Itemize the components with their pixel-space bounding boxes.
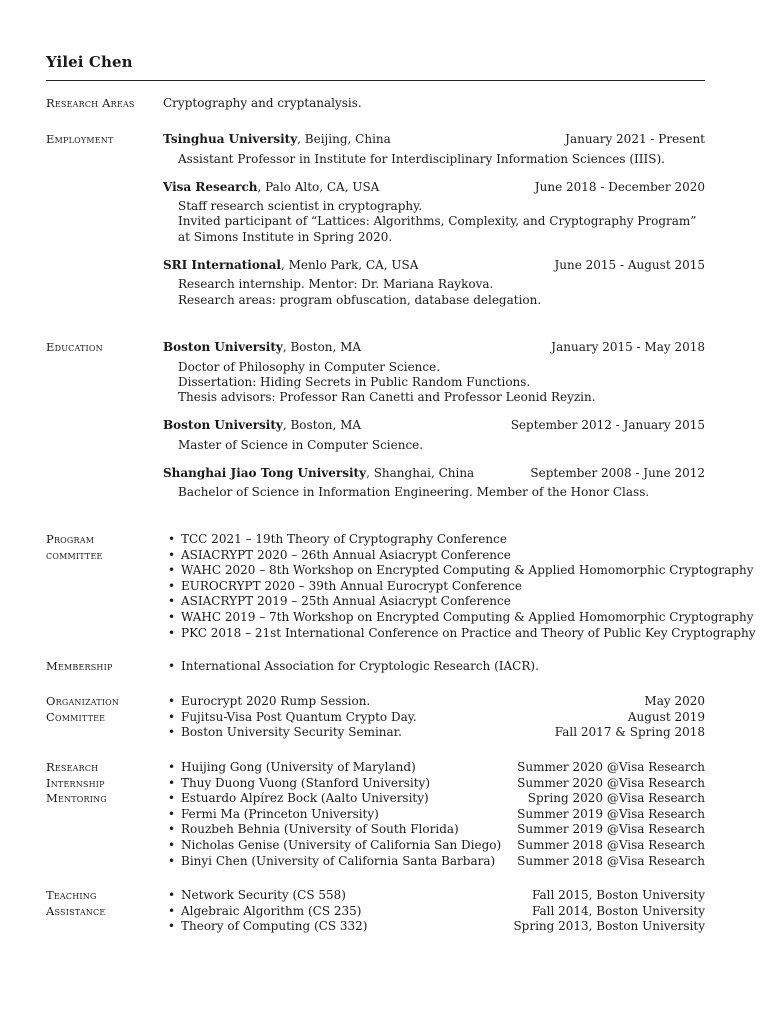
item-date: Summer 2018 @Visa Research [517,837,705,852]
entry-line: Bachelor of Science in Information Engineering. Member of the Honor Class. [178,485,650,500]
entry-org: Boston University [163,418,283,433]
entry-date: January 2015 - May 2018 [551,340,705,354]
list-item [163,725,705,741]
education-entry [163,340,705,405]
teaching-list [163,888,705,935]
entry-line: Invited participant of “Lattices: Algorithms, Complexity, and Cryptography Program” at Simons Institute in Spring 2020. [178,214,697,244]
list-item [163,919,705,935]
item-text: Fermi Ma (Princeton University) [181,806,379,821]
entry-location: , Palo Alto, CA, USA [257,179,380,194]
list-item: • EUROCRYPT 2020 – 39th Annual Eurocrypt Conference [163,579,705,595]
entry-line: Research areas: program obfuscation, database delegation. [178,292,542,307]
entry-org: Visa Research [163,179,258,194]
section-title-line: Internship [46,775,105,790]
section-title [46,532,158,563]
section-title-line: Organization [46,694,120,708]
section-title: Membership [46,659,113,673]
cv-page [46,0,756,1024]
employment-entry [163,258,705,308]
item-date: Fall 2017 & Spring 2018 [554,725,705,740]
list-item [163,760,705,776]
item-text: Fujitsu-Visa Post Quantum Crypto Day. [181,709,417,724]
section-title-line: Teaching [46,888,97,902]
item-date: Summer 2018 @Visa Research [517,853,705,868]
section-title: Employment [46,132,114,146]
entry-location: , Boston, MA [282,418,362,433]
item-text: Theory of Computing (CS 332) [181,919,368,934]
research-text: Cryptography and cryptanalysis. [163,96,362,110]
entry-org: Shanghai Jiao Tong University [163,465,367,480]
item-text: Boston University Security Seminar. [181,725,402,740]
entry-org: SRI International [163,257,281,272]
item-text: Algebraic Algorithm (CS 235) [181,903,362,918]
list-item [163,776,705,792]
item-date: August 2019 [627,709,705,724]
item-date: Summer 2020 @Visa Research [517,760,705,774]
entry-line: Dissertation: Hiding Secrets in Public Random Functions. [178,374,531,389]
entry-date: June 2015 - August 2015 [554,257,705,272]
list-item [163,854,705,870]
section-title [46,760,158,807]
list-item: • TCC 2021 – 19th Theory of Cryptography Conference [163,532,705,548]
item-text: Nicholas Genise (University of California San Diego) [181,837,502,852]
entry-location: , Shanghai, China [366,465,475,480]
entry-line: Assistant Professor in Institute for Interdisciplinary Information Sciences (IIIS). [178,151,665,166]
entry-location: , Menlo Park, CA, USA [280,257,419,272]
list-item [163,888,705,904]
section-title [46,694,158,725]
section-title-line: Program [46,532,95,546]
item-text: Rouzbeh Behnia (University of South Florida) [181,822,459,837]
organization-list [163,694,705,741]
header-rule [46,80,705,81]
entry-org: Boston University [163,340,283,354]
mentoring-list [163,760,705,869]
item-date: Spring 2013, Boston University [513,919,705,934]
list-item: • WAHC 2019 – 7th Workshop on Encrypted Computing & Applied Homomorphic Cryptography [163,610,705,626]
item-date: Summer 2020 @Visa Research [517,775,705,790]
item-date: Summer 2019 @Visa Research [517,806,705,821]
entry-location: , Beijing, China [297,132,391,146]
item-date: Fall 2014, Boston University [531,903,705,918]
entry-date: January 2021 - Present [565,132,705,146]
entry-line: Research internship. Mentor: Dr. Mariana Raykova. [178,277,494,292]
entry-line: Master of Science in Computer Science. [178,437,424,452]
list-item [163,694,705,710]
list-item: • WAHC 2020 – 8th Workshop on Encrypted Computing & Applied Homomorphic Cryptography [163,563,705,579]
cv-name: Yilei Chen [46,53,133,71]
education-entry [163,418,705,453]
list-item [163,710,705,726]
entry-org: Tsinghua University [163,132,298,146]
education-entry [163,466,705,501]
item-date: Fall 2015, Boston University [531,888,705,902]
list-item [163,822,705,838]
employment-entry [163,180,705,245]
list-item: • ASIACRYPT 2020 – 26th Annual Asiacrypt Conference [163,548,705,564]
entry-date: June 2018 - December 2020 [534,179,705,194]
list-item: • International Association for Cryptologic Research (IACR). [163,659,705,675]
employment-entry [163,132,705,167]
list-item: • ASIACRYPT 2019 – 25th Annual Asiacrypt Conference [163,594,705,610]
entry-line: Thesis advisors: Professor Ran Canetti and Professor Leonid Reyzin. [178,389,596,404]
program-committee-list [163,532,756,641]
entry-line: Doctor of Philosophy in Computer Science. [178,359,441,374]
item-text: Binyi Chen (University of California Santa Barbara) [181,853,496,868]
entry-date: September 2008 - June 2012 [530,465,705,480]
section-title-line: Assistance [46,903,106,918]
item-text: Thuy Duong Vuong (Stanford University) [181,775,431,790]
item-text: Estuardo Alpírez Bock (Aalto University) [181,791,429,806]
list-item [163,807,705,823]
section-title: Research Areas [46,96,135,110]
list-item [163,791,705,807]
entry-date: September 2012 - January 2015 [510,418,705,433]
entry-line: Staff research scientist in cryptography. [178,199,423,214]
item-date: May 2020 [644,694,705,708]
list-item [163,904,705,920]
item-date: Summer 2019 @Visa Research [517,822,705,837]
item-date: Spring 2020 @Visa Research [527,791,705,806]
item-text: Huijing Gong (University of Maryland) [181,760,416,774]
list-item [163,838,705,854]
section-title-line: Committee [46,709,106,724]
membership-list [163,659,705,675]
section-title-line: Mentoring [46,791,107,805]
section-title-line: committee [46,547,103,562]
section-title: Education [46,340,103,354]
item-text: Eurocrypt 2020 Rump Session. [181,694,371,708]
list-item: • PKC 2018 – 21st International Conference on Practice and Theory of Public Key Cryptography [163,626,705,642]
entry-location: , Boston, MA [282,340,362,354]
section-title-line: Research [46,760,99,774]
section-title [46,888,158,919]
item-text: Network Security (CS 558) [181,888,346,902]
